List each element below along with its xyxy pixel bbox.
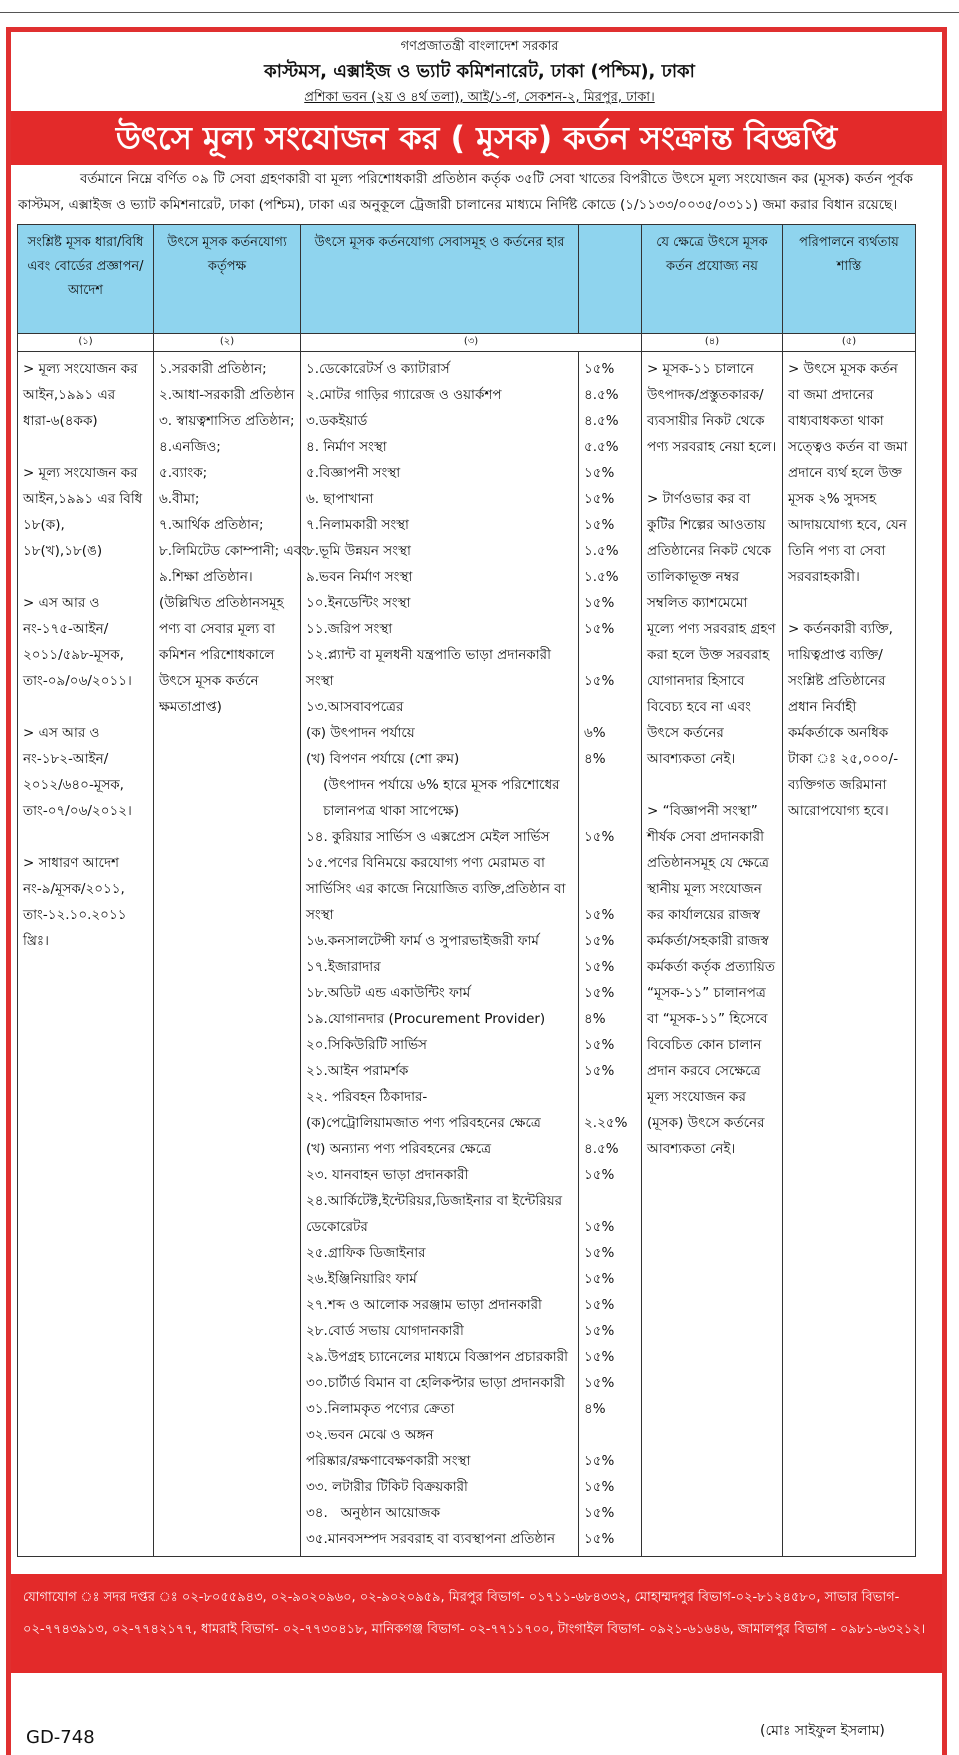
service-rate: ১৫%	[584, 933, 615, 949]
authority-note: ক্ষমতাপ্রাপ্ত)	[159, 699, 222, 715]
law-item: > মূল্য সংযোজন কর আইন,১৯৯১ এর বিধি ১৮(ক), ১৮(খ),১৮(ঙ)	[23, 465, 143, 559]
header-exemption: যে ক্ষেত্রে উৎসে মূসক কর্তন প্রযোজ্য নয়	[642, 225, 783, 334]
law-item: > এস আর ও নং-১৮২-আইন/২০১২/৬৪০-মূসক, তাং-০৭/০৬/২০১২।	[23, 725, 132, 819]
header-law: সংশ্লিষ্ট মূসক ধারা/বিধি এবং বোর্ডের প্রজ্ঞাপন/আদেশ	[18, 225, 154, 334]
service-item: ১৪. কুরিয়ার সার্ভিস ও এক্সপ্রেস মেইল সার্ভিস	[306, 829, 550, 845]
service-item: সার্ভিসিং এর কাজে নিয়োজিত ব্যক্তি,প্রতিষ্ঠান বা	[306, 881, 566, 897]
vat-table	[17, 224, 916, 1557]
service-rate: ৬%	[584, 725, 606, 741]
contact-footer: যোগাযোগ ঃ সদর দপ্তর ঃ ০২-৮০৫৫৯৪৩, ০২-৯০২০৯৬০, ০২-৯০২০৯৫৯, মিরপুর বিভাগ- ০১৭১১-৬৮৪৩৩২, মোহাম্মদপুর বিভাগ-০২-৮১২৪৫৮০, সাভার বিভাগ- ০২-৭৭৪৩৯১৩, ০২-৭৭৪২১৭৭, ধামরাই বিভাগ- ০২-৭৭৩০৪১৮, মানিকগঞ্জ বিভাগ- ০২-৭৭১১৭০০, টাংগাইল বিভাগ- ০৯২১-৬১৬৪৬, জামালপুর বিভাগ - ০৯৮১-৬৩২১২।	[11, 1574, 942, 1673]
service-item: (খ) বিপণন পর্যায়ে (শো রুম)	[306, 751, 460, 767]
service-rate: ১৫%	[584, 1037, 615, 1053]
authority-note: (উল্লিখিত প্রতিষ্ঠানসমূহ	[159, 595, 284, 611]
authority-item: ৭.আর্থিক প্রতিষ্ঠান;	[159, 517, 264, 533]
service-rate: ১৫%	[584, 1167, 615, 1183]
service-rate	[584, 1084, 636, 1110]
service-item: ১.ডেকোরেটর্স ও ক্যাটারার্স	[306, 361, 450, 377]
service-item: ১০.ইনডেন্টিং সংস্থা	[306, 595, 411, 611]
service-item: ৩২.ভবন মেঝে ও অঙ্গন	[306, 1427, 434, 1443]
service-rate: ১৫%	[584, 465, 615, 481]
service-rate: ৪%	[584, 1011, 606, 1027]
service-item: ৫.বিজ্ঞাপনী সংস্থা	[306, 465, 401, 481]
service-item: ২৩. যানবাহন ভাড়া প্রদানকারী	[306, 1167, 469, 1183]
service-rate: ১৫%	[584, 1063, 615, 1079]
notice-banner: উৎসে মূল্য সংযোজন কর ( মূসক) কর্তন সংক্রান্ত বিজ্ঞপ্তি	[11, 111, 942, 165]
header-authority: উৎসে মূসক কর্তনযোগ্য কর্তৃপক্ষ	[154, 225, 301, 334]
authority-item: ১.সরকারী প্রতিষ্ঠান;	[159, 361, 267, 377]
service-rate: ১৫%	[584, 673, 615, 689]
top-rule	[0, 12, 959, 13]
exemption-item: > টার্ণওভার কর বা কুটির শিল্পের আওতায় প্রতিষ্ঠানের নিকট থেকে তালিকাভূক্ত নম্বর সম্বলিত ক্যাশমেমো মূল্যে পণ্য সরবরাহ গ্রহণ করা হলে উক্ত সরবরাহ যোগানদার হিসাবে বিবেচ্য হবে না এবং উৎসে কর্তনের আবশ্যকতা নেই।	[647, 491, 776, 767]
services-column	[301, 352, 579, 1557]
service-rate: ১৫%	[584, 907, 615, 923]
service-rate: ১৫%	[584, 1349, 615, 1365]
service-rate: ১৫%	[584, 491, 615, 507]
service-item: সংস্থা	[306, 673, 334, 689]
service-item: ১৭.ইজারাদার	[306, 959, 381, 975]
service-rate: ৪.৫%	[584, 387, 619, 403]
col-number: (১)	[18, 334, 154, 352]
service-item: ২৪.আর্কিটেক্ট,ইন্টেরিয়র,ডিজাইনার বা ইন্টেরিয়র	[306, 1193, 563, 1209]
service-item: ৩৫.মানবসম্পদ সরবরাহ বা ব্যবস্থাপনা প্রতিষ্ঠান	[306, 1531, 556, 1547]
header-services: উৎসে মূসক কর্তনযোগ্য সেবাসমূহ ও কর্তনের হার	[301, 225, 579, 334]
office-address: প্রশিকা ভবন (২য় ও ৪র্থ তলা), আই/১-গ, সেকশন-২, মিরপুর, ঢাকা।	[304, 90, 655, 105]
service-item: চালানপত্র থাকা সাপেক্ষে)	[306, 803, 460, 819]
service-rate: ৫.৫%	[584, 439, 619, 455]
service-item: ২০.সিকিউরিটি সার্ভিস	[306, 1037, 427, 1053]
service-rate: ২.২৫%	[584, 1115, 628, 1131]
office-title: কাস্টমস, এক্সাইজ ও ভ্যাট কমিশনারেট, ঢাকা (পশ্চিম), ঢাকা	[264, 61, 695, 82]
service-item: (ক) উৎপাদন পর্যায়ে	[306, 725, 415, 741]
service-rate	[584, 642, 636, 668]
service-rate: ১৫%	[584, 985, 615, 1001]
service-rate: ১৫%	[584, 595, 615, 611]
intro-paragraph: বর্তমানে নিম্নে বর্ণিত ০৯ টি সেবা গ্রহণকারী বা মূল্য পরিশোধকারী প্রতিষ্ঠান কর্তৃক ৩৫টি সেবা খাতের বিপরীতে উৎসে মূল্য সংযোজন কর (মূসক) কর্তন পূর্বক কাস্টমস, এক্সাইজ ও ভ্যাট কমিশনারেট, ঢাকা (পশ্চিম), ঢাকা এর অনুকূলে ট্রেজারী চালানের মাধ্যমে নির্দিষ্ট কোডে (১/১১৩৩/০০৩৫/০৩১১) জমা করার বিধান রয়েছে।	[18, 171, 913, 213]
authority-item: ৫.ব্যাংক;	[159, 465, 208, 481]
penalty-item: > কর্তনকারী ব্যক্তি, দায়িত্বপ্রাপ্ত ব্যক্তি/সংশ্লিষ্ট প্রতিষ্ঠানের প্রধান নির্বাহী কর্মকর্তাকে অনধিক টাকা ঃ ২৫,০০০/- ব্যক্তিগত জরিমানা আরোপযোগ্য হবে।	[788, 621, 899, 819]
govt-line: গণপ্রজাতন্ত্রী বাংলাদেশ সরকার	[400, 39, 559, 54]
law-column	[18, 352, 154, 1557]
service-rate: ৪.৫%	[584, 1141, 619, 1157]
service-item: ১৫.পণের বিনিময়ে করযোগ্য পণ্য মেরামত বা	[306, 855, 545, 871]
service-item: ১৬.কনসালটেন্সী ফার্ম ও সুপারভাইজরী ফার্ম	[306, 933, 539, 949]
service-item: ১১.জরিপ সংস্থা	[306, 621, 393, 637]
service-item: ৮.ভূমি উন্নয়ন সংস্থা	[306, 543, 411, 559]
service-rate: ১.৫%	[584, 543, 619, 559]
col-number: (৩)	[301, 334, 642, 352]
service-item: ১২.প্ল্যান্ট বা মূলধনী যন্ত্রপাতি ভাড়া প্রদানকারী	[306, 647, 551, 663]
service-item: ২৫.গ্রাফিক ডিজাইনার	[306, 1245, 426, 1261]
service-rate: ১.৫%	[584, 569, 619, 585]
law-item: > সাধারণ আদেশ নং-৯/মূসক/২০১১, তাং-১২.১০.২০১১ খ্রিঃ।	[23, 855, 127, 949]
service-rate: ১৫%	[584, 1245, 615, 1261]
service-rate: ১৫%	[584, 1219, 615, 1235]
service-item: ২২. পরিবহন ঠিকাদার-	[306, 1089, 428, 1105]
header-penalty: পরিপালনে ব্যর্থতায় শাস্তি	[783, 225, 916, 334]
service-item: ১৯.যোগানদার (Procurement Provider)	[306, 1011, 546, 1027]
service-item: ৩৪. অনুষ্ঠান আয়োজক	[306, 1505, 441, 1521]
service-item: (ক)পেট্রোলিয়ামজাত পণ্য পরিবহনের ক্ষেত্রে	[306, 1115, 541, 1131]
service-rate	[584, 694, 636, 720]
col-number: (৫)	[783, 334, 916, 352]
penalty-column	[783, 352, 916, 1557]
authority-item: ৮.লিমিটেড কোম্পানী; এবং	[159, 543, 308, 559]
authority-item: ৬.বীমা;	[159, 491, 200, 507]
service-item: ২৮.বোর্ড সভায় যোগদানকারী	[306, 1323, 464, 1339]
exemption-column	[642, 352, 783, 1557]
service-rate	[584, 1422, 636, 1448]
exemption-item: > মূসক-১১ চালানে উৎপাদক/প্রস্তুতকারক/ ব্যবসায়ীর নিকট থেকে পণ্য সরবরাহ নেয়া হলে।	[647, 361, 777, 455]
service-item: ৬. ছাপাখানা	[306, 491, 374, 507]
service-item: ২১.আইন পরামর্শক	[306, 1063, 409, 1079]
service-item: ৩১.নিলামকৃত পণ্যের ক্রেতা	[306, 1401, 455, 1417]
service-item: ১৮.অডিট এন্ড একাউন্টিং ফার্ম	[306, 985, 471, 1001]
service-item: ২.মোটর গাড়ির গ্যারেজ ও ওয়ার্কশপ	[306, 387, 502, 403]
service-rate: ১৫%	[584, 1505, 615, 1521]
service-item: ৩৩. লটারীর টিকিট বিক্রয়কারী	[306, 1479, 468, 1495]
signatory-name: (মোঃ সাইফুল ইসলাম)	[760, 1723, 885, 1739]
service-item: ২৬.ইঞ্জিনিয়ারিং ফার্ম	[306, 1271, 417, 1287]
service-rate: ৪.৫%	[584, 413, 619, 429]
authority-note: কমিশন পরিশোধকালে	[159, 647, 275, 663]
service-rate: ১৫%	[584, 1479, 615, 1495]
service-item: ২৯.উপগ্রহ চ্যানেলের মাধ্যমে বিজ্ঞাপন প্রচারকারী	[306, 1349, 568, 1365]
service-rate: ১৫%	[584, 1271, 615, 1287]
service-rate: ১৫%	[584, 959, 615, 975]
service-item: (খ) অন্যান্য পণ্য পরিবহনের ক্ষেত্রে	[306, 1141, 492, 1157]
service-item: (উৎপাদন পর্যায়ে ৬% হারে মূসক পরিশোধের	[306, 777, 560, 793]
service-rate: ১৫%	[584, 1453, 615, 1469]
penalty-item: > উৎসে মূসক কর্তন বা জমা প্রদানের বাধ্যবাধকতা থাকা সত্ত্বেও কর্তন বা জমা প্রদানে ব্যর্থ হলে উক্ত মূসক ২% সুদসহ আদায়যোগ্য হবে, যেন তিনি পণ্য বা সেবা সরবরাহকারী।	[788, 361, 908, 585]
service-rate: ১৫%	[584, 621, 615, 637]
service-rate	[584, 850, 636, 876]
authority-item: ৪.এনজিও;	[159, 439, 221, 455]
law-item: > মূল্য সংযোজন কর আইন,১৯৯১ এর ধারা-৬(৪কক)	[23, 361, 138, 429]
service-rate: ৪%	[584, 751, 606, 767]
authority-note: উৎসে মূসক কর্তনে	[159, 673, 259, 689]
service-item: ৯.ভবন নির্মাণ সংস্থা	[306, 569, 413, 585]
authority-item: ৯.শিক্ষা প্রতিষ্ঠান।	[159, 569, 253, 585]
col-number: (৪)	[642, 334, 783, 352]
service-item: পরিষ্কার/রক্ষণাবেক্ষণকারী সংস্থা	[306, 1453, 471, 1469]
service-rate: ১৫%	[584, 1375, 615, 1391]
authority-item: ৩. স্বায়ত্বশাসিত প্রতিষ্ঠান;	[159, 413, 295, 429]
rates-column	[579, 352, 642, 1557]
exemption-item: > “বিজ্ঞাপনী সংস্থা” শীর্ষক সেবা প্রদানকারী প্রতিষ্ঠানসমূহ যে ক্ষেত্রে স্থানীয় মূল্য সংযোজন কর কার্যালয়ের রাজস্ব কর্মকর্তা/সহকারী রাজস্ব কর্মকর্তা কর্তৃক প্রত্যায়িত “মূসক-১১” চালানপত্র বা “মূসক-১১” হিসেবে বিবেচিত কোন চালান প্রদান করবে সেক্ষেত্রে মূল্য সংযোজন কর (মূসক) উৎসে কর্তনের আবশ্যকতা নেই।	[647, 803, 776, 1157]
service-item: ২৭.শব্দ ও আলোক সরঞ্জাম ভাড়া প্রদানকারী	[306, 1297, 542, 1313]
service-item: ১৩.আসবাবপত্রের	[306, 699, 404, 715]
service-item: সংস্থা	[306, 907, 334, 923]
service-rate: ৪%	[584, 1401, 606, 1417]
service-rate: ১৫%	[584, 1531, 615, 1547]
service-rate: ১৫%	[584, 1297, 615, 1313]
service-rate: ১৫%	[584, 517, 615, 533]
service-rate	[584, 876, 636, 902]
header-rate	[579, 225, 642, 334]
law-item: > এস আর ও নং-১৭৫-আইন/২০১১/৫৯৮-মূসক, তাং-০৯/০৬/২০১১।	[23, 595, 132, 689]
authority-column	[154, 352, 308, 1557]
service-rate: ১৫%	[584, 361, 615, 377]
authority-item: ২.আধা-সরকারী প্রতিষ্ঠান	[159, 387, 295, 403]
service-item: ৪. নির্মাণ সংস্থা	[306, 439, 387, 455]
service-rate	[584, 1188, 636, 1214]
authority-note: পণ্য বা সেবার মূল্য বা	[159, 621, 275, 637]
col-number: (২)	[154, 334, 301, 352]
service-rate: ১৫%	[584, 829, 615, 845]
service-rate: ১৫%	[584, 1323, 615, 1339]
service-item: ডেকোরেটর	[306, 1219, 368, 1235]
service-item: ৩০.চার্টার্ড বিমান বা হেলিকপ্টার ভাড়া প্রদানকারী	[306, 1375, 565, 1391]
service-item: ৩.ডকইয়ার্ড	[306, 413, 368, 429]
reference-number: GD-748	[26, 1727, 95, 1748]
service-item: ৭.নিলামকারী সংস্থা	[306, 517, 409, 533]
service-rate	[584, 772, 636, 798]
service-rate	[584, 798, 636, 824]
